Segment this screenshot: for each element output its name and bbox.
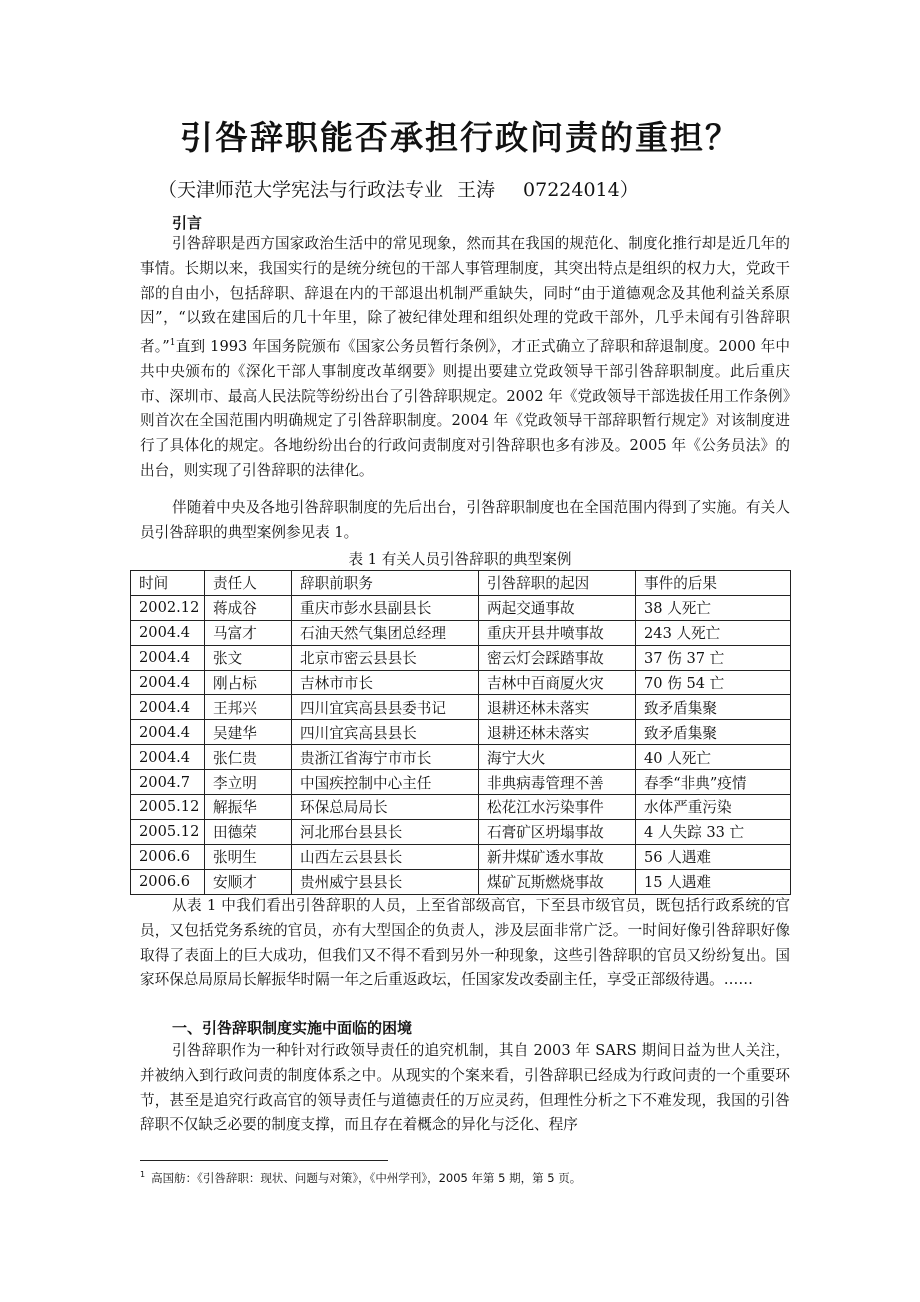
intro-paragraph-1-part-b: 直到 1993 年国务院颁布《国家公务员暂行条例》，才正式确立了辞职和辞退制度。2000 年中共中央颁布的《深化干部人事制度改革纲要》则提出要建立党政领导干部引咎辞职制度。此后重庆市、深圳市、最高人民法院等纷纷出台了引咎辞职规定。2002 年《党政领导干部选拔任用工作条例》则首次在全国范围内明确规定了引咎辞职制度。2004 年《党政领导干部辞职暂行规定》对该制度进行了具体化的规定。各地纷纷出台的行政问责制度对引咎辞职也多有涉及。2005 年《公务员法》的出台，则实现了引咎辞职的法律化。 bbox=[140, 338, 790, 480]
section-1-paragraph: 引咎辞职作为一种针对行政领导责任的追究机制，其自 2003 年 SARS 期间日益为世人关注，并被纳入到行政问责的制度体系之中。从现实的个案来看，引咎辞职已经成为行政问责的一个重要环节，甚至是追究行政高官的领导责任与道德责任的万应灵药，但理性分析之下不难发现，我国的引咎辞职不仅缺乏必要的制度支撑，而且存在着概念的异化与泛化、程序 bbox=[140, 1042, 790, 1134]
cell-person: 王邦兴 bbox=[205, 695, 292, 720]
intro-heading: 引言 bbox=[172, 214, 203, 232]
col-header-time: 时间 bbox=[131, 571, 205, 596]
cell-position: 贵浙江省海宁市市长 bbox=[292, 745, 479, 770]
document-title: 引咎辞职能否承担行政问责的重担？ bbox=[180, 118, 740, 157]
cell-time: 2005.12 bbox=[131, 819, 205, 844]
col-header-cause: 引咎辞职的起因 bbox=[479, 571, 636, 596]
cell-position: 吉林市市长 bbox=[292, 670, 479, 695]
footnote-divider bbox=[140, 1160, 388, 1161]
cell-cause: 石膏矿区坍塌事故 bbox=[479, 819, 636, 844]
cell-person: 解振华 bbox=[205, 795, 292, 820]
cell-cause: 退耕还林未落实 bbox=[479, 720, 636, 745]
cell-consequence: 水体严重污染 bbox=[636, 795, 791, 820]
cell-person: 张文 bbox=[205, 645, 292, 670]
cell-person: 蒋成谷 bbox=[205, 595, 292, 620]
cell-cause: 两起交通事故 bbox=[479, 595, 636, 620]
cell-position: 石油天然气集团总经理 bbox=[292, 620, 479, 645]
table-row bbox=[131, 670, 791, 695]
cell-position: 中国疾控制中心主任 bbox=[292, 770, 479, 795]
cell-cause: 煤矿瓦斯燃烧事故 bbox=[479, 869, 636, 894]
cell-consequence: 春季“非典”疫情 bbox=[636, 770, 791, 795]
table-row bbox=[131, 720, 791, 745]
cell-person: 李立明 bbox=[205, 770, 292, 795]
cell-time: 2005.12 bbox=[131, 795, 205, 820]
cell-time: 2004.4 bbox=[131, 645, 205, 670]
col-header-position: 辞职前职务 bbox=[292, 571, 479, 596]
cell-time: 2004.4 bbox=[131, 745, 205, 770]
cell-position: 环保总局局长 bbox=[292, 795, 479, 820]
cell-consequence: 4 人失踪 33 亡 bbox=[636, 819, 791, 844]
cell-time: 2004.4 bbox=[131, 620, 205, 645]
table-row bbox=[131, 795, 791, 820]
intro-paragraph-2: 伴随着中央及各地引咎辞职制度的先后出台，引咎辞职制度也在全国范围内得到了实施。有关人员引咎辞职的典型案例参见表 1。 bbox=[140, 499, 790, 541]
table-row bbox=[131, 745, 791, 770]
cell-time: 2004.7 bbox=[131, 770, 205, 795]
footnote-ref[interactable]: 1 bbox=[169, 338, 176, 349]
cases-table bbox=[130, 570, 791, 895]
cell-person: 张仁贵 bbox=[205, 745, 292, 770]
cell-consequence: 56 人遇难 bbox=[636, 844, 791, 869]
cell-cause: 密云灯会踩踏事故 bbox=[479, 645, 636, 670]
section-1-heading: 一、引咎辞职制度实施中面临的困境 bbox=[172, 1019, 413, 1037]
col-header-consequence: 事件的后果 bbox=[636, 571, 791, 596]
author-name: 王涛 bbox=[457, 179, 496, 201]
table-row bbox=[131, 770, 791, 795]
table-row bbox=[131, 819, 791, 844]
cell-position: 河北邢台县县长 bbox=[292, 819, 479, 844]
table-row bbox=[131, 645, 791, 670]
cell-position: 北京市密云县县长 bbox=[292, 645, 479, 670]
cell-person: 马富才 bbox=[205, 620, 292, 645]
cell-time: 2006.6 bbox=[131, 869, 205, 894]
author-line bbox=[158, 175, 639, 202]
cell-cause: 重庆开县井喷事故 bbox=[479, 620, 636, 645]
cell-consequence: 37 伤 37 亡 bbox=[636, 645, 791, 670]
cell-position: 四川宜宾高县县委书记 bbox=[292, 695, 479, 720]
footnote-text: 高国舫：《引咎辞职：现状、问题与对策》，《中州学刊》，2005 年第 5 期，第 5 页。 bbox=[151, 1171, 582, 1185]
cell-person: 田德荣 bbox=[205, 819, 292, 844]
cell-cause: 新井煤矿透水事故 bbox=[479, 844, 636, 869]
footnote bbox=[140, 1170, 581, 1186]
cell-person: 刚占标 bbox=[205, 670, 292, 695]
cell-consequence: 70 伤 54 亡 bbox=[636, 670, 791, 695]
cell-time: 2004.4 bbox=[131, 670, 205, 695]
cell-position: 四川宜宾高县县长 bbox=[292, 720, 479, 745]
cell-person: 张明生 bbox=[205, 844, 292, 869]
cell-time: 2006.6 bbox=[131, 844, 205, 869]
student-id: 07224014） bbox=[523, 179, 639, 201]
table-row bbox=[131, 620, 791, 645]
cell-cause: 退耕还林未落实 bbox=[479, 695, 636, 720]
cell-person: 吴建华 bbox=[205, 720, 292, 745]
table-row bbox=[131, 869, 791, 894]
cell-consequence: 致矛盾集聚 bbox=[636, 695, 791, 720]
intro-paragraph-1 bbox=[140, 232, 790, 484]
cell-consequence: 38 人死亡 bbox=[636, 595, 791, 620]
cell-position: 重庆市彭水县副县长 bbox=[292, 595, 479, 620]
cell-consequence: 15 人遇难 bbox=[636, 869, 791, 894]
cell-consequence: 致矛盾集聚 bbox=[636, 720, 791, 745]
footnote-mark: 1 bbox=[140, 1170, 146, 1180]
cell-position: 山西左云县县长 bbox=[292, 844, 479, 869]
intro-paragraph-1-part-a: 引咎辞职是西方国家政治生活中的常见现象，然而其在我国的规范化、制度化推行却是近几年的事情。长期以来，我国实行的是统分统包的干部人事管理制度，其突出特点是组织的权力大，党政干部的自由小，包括辞职、辞退在内的干部退出机制严重缺失，同时“由于道德观念及其他利益关系原因”，“以致在建国后的几十年里，除了被纪律处理和组织处理的党政干部外，几乎未闻有引咎辞职者。” bbox=[140, 235, 790, 356]
cell-time: 2004.4 bbox=[131, 720, 205, 745]
cell-consequence: 40 人死亡 bbox=[636, 745, 791, 770]
cell-consequence: 243 人死亡 bbox=[636, 620, 791, 645]
cell-time: 2002.12 bbox=[131, 595, 205, 620]
cell-person: 安顺才 bbox=[205, 869, 292, 894]
cell-cause: 松花江水污染事件 bbox=[479, 795, 636, 820]
col-header-person: 责任人 bbox=[205, 571, 292, 596]
table-header-row bbox=[131, 571, 791, 596]
table-row bbox=[131, 844, 791, 869]
cell-cause: 吉林中百商厦火灾 bbox=[479, 670, 636, 695]
cell-time: 2004.4 bbox=[131, 695, 205, 720]
cell-position: 贵州威宁县县长 bbox=[292, 869, 479, 894]
after-table-paragraph: 从表 1 中我们看出引咎辞职的人员，上至省部级高官，下至县市级官员，既包括行政系统的官员，又包括党务系统的官员，亦有大型国企的负责人，涉及层面非常广泛。一时间好像引咎辞职好像取得了表面上的巨大成功，但我们又不得不看到另外一种现象，这些引咎辞职的官员又纷纷复出。国家环保总局原局长解振华时隔一年之后重返政坛，任国家发改委副主任，享受正部级待遇。…… bbox=[140, 897, 790, 989]
cell-cause: 非典病毒管理不善 bbox=[479, 770, 636, 795]
table-row bbox=[131, 695, 791, 720]
cell-cause: 海宁大火 bbox=[479, 745, 636, 770]
table-row bbox=[131, 595, 791, 620]
author-affiliation: （天津师范大学宪法与行政法专业 bbox=[158, 179, 444, 201]
table-caption: 表 1 有关人员引咎辞职的典型案例 bbox=[348, 551, 572, 568]
